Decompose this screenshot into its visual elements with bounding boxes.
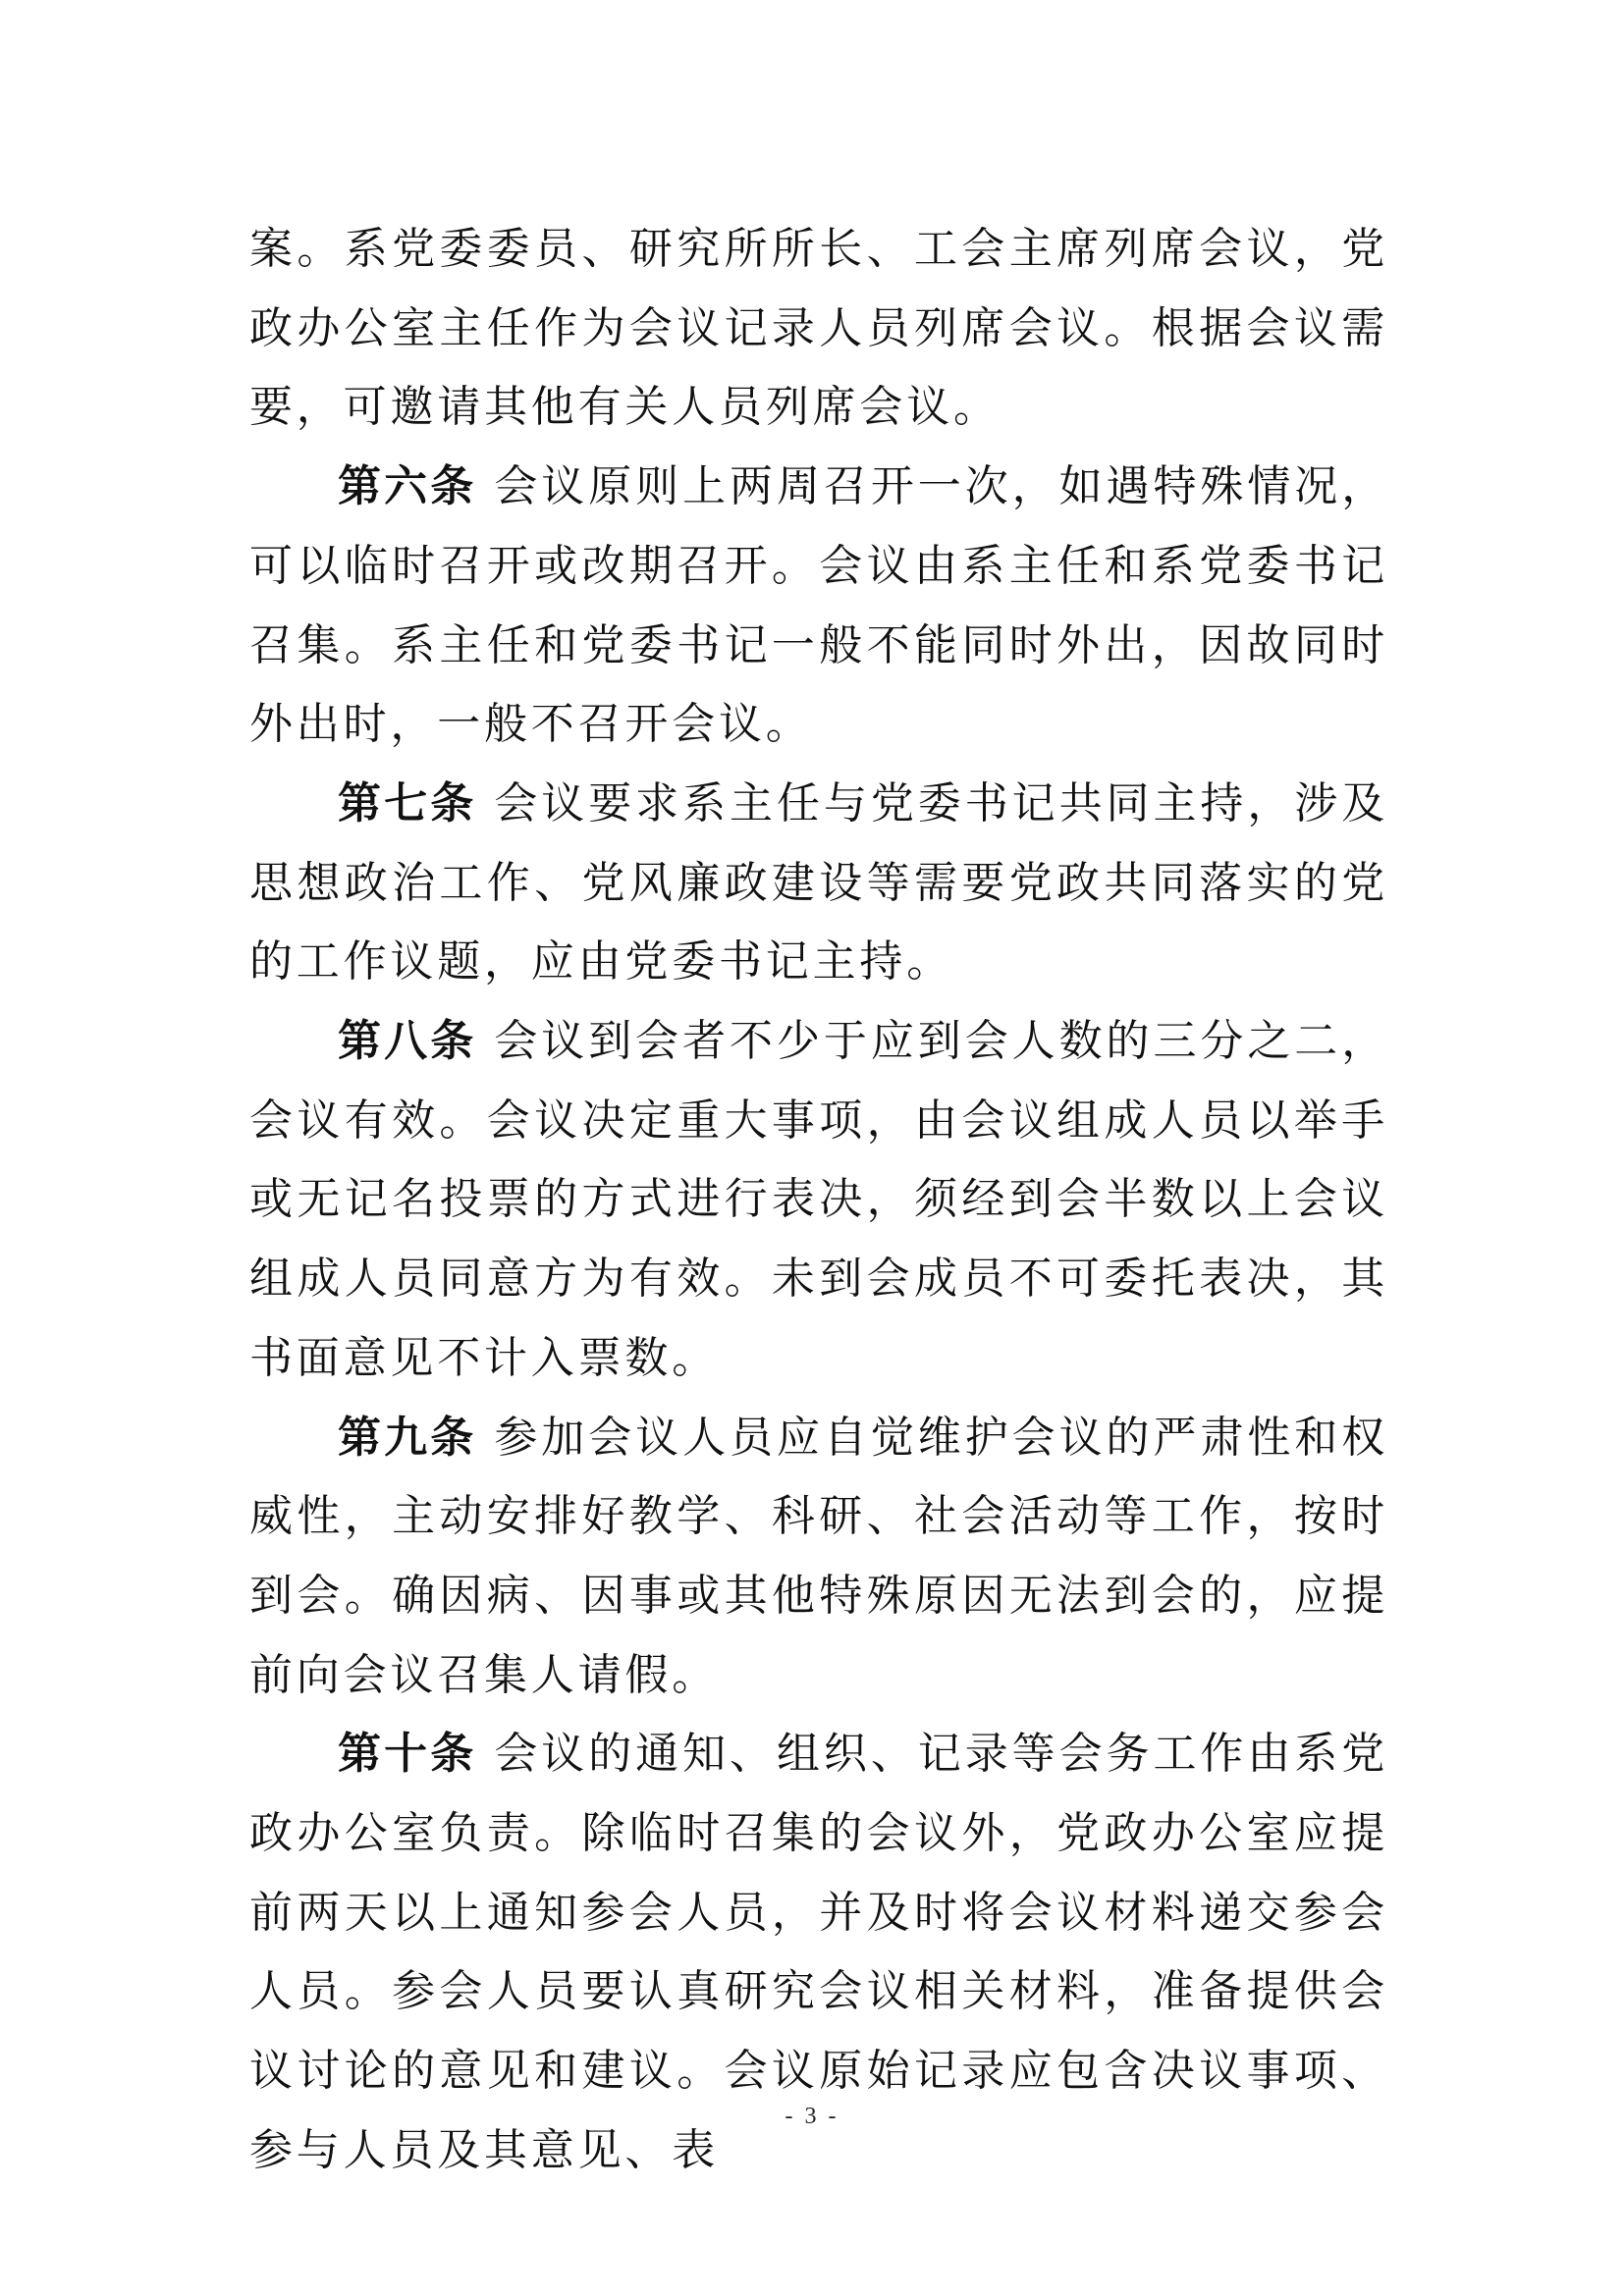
paragraph-continuation [249,210,1388,448]
article-text: 会议到会者不少于应到会人数的三分之二，会议有效。会议决定重大事项，由会议组成人员以举手或无记名投票的方式进行表决，须经到会半数以上会议组成人员同意方为有效。未到会成员不可委托表决，其书面意见不计入票数。 [249,1016,1389,1383]
article-text: 会议原则上两周召开一次，如遇特殊情况，可以临时召开或改期召开。会议由系主任和系党委书记召集。系主任和党委书记一般不能同时外出，因故同时外出时，一般不召开会议。 [249,461,1389,750]
article-title: 第七条 [338,777,477,828]
article-text: 会议要求系主任与党委书记共同主持，涉及思想政治工作、党风廉政建设等需要党政共同落实的党的工作议题，应由党委书记主持。 [249,777,1389,988]
paragraph-text: 案。系党委委员、研究所所长、工会主席列席会议，党政办公室主任作为会议记录人员列席会议。根据会议需要，可邀请其他有关人员列席会议。 [249,224,1388,433]
article-7 [249,765,1388,1002]
article-text: 参加会议人员应自觉维护会议的严肃性和权威性，主动安排好教学、科研、社会活动等工作，按时到会。确因病、因事或其他特殊原因无法到会的，应提前向会议召集人请假。 [249,1412,1389,1700]
article-9 [249,1399,1388,1716]
document-body [249,210,1388,2191]
article-title: 第六条 [338,461,477,512]
article-text: 会议的通知、组织、记录等会务工作由系党政办公室负责。除临时召集的会议外，党政办公室应提前两天以上通知参会人员，并及时将会议材料递交参会人员。参会人员要认真研究会议相关材料，准备提供会议讨论的意见和建议。会议原始记录应包含决议事项、参与人员及其意见、表 [249,1729,1389,2175]
article-title: 第十条 [338,1729,477,1780]
article-title: 第八条 [338,1016,477,1067]
article-6 [249,448,1388,765]
page-number: - 3 - [785,2104,839,2129]
article-title: 第九条 [338,1412,477,1463]
article-8 [249,1002,1388,1399]
